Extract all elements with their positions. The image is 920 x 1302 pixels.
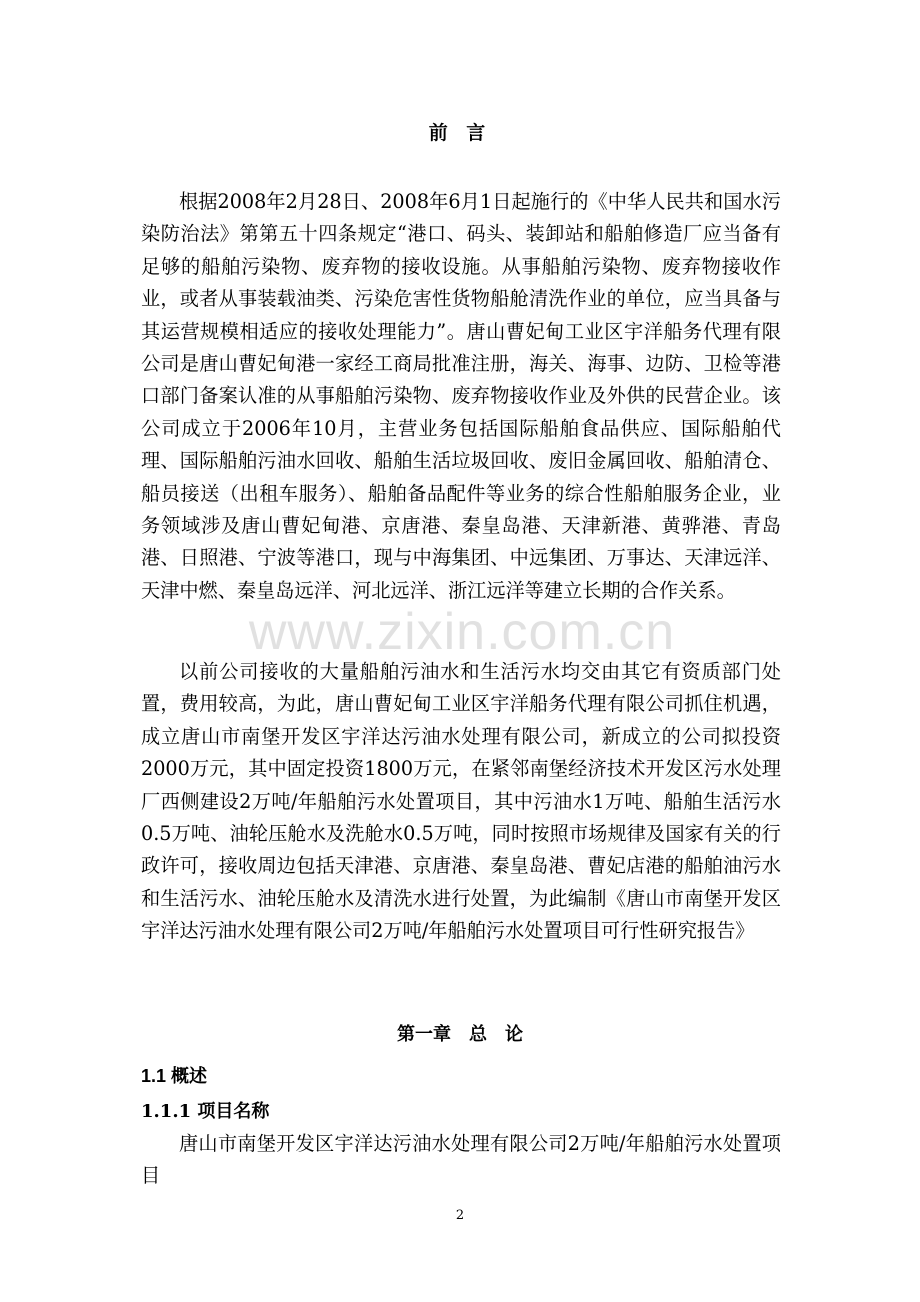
watermark: www.zixin.com.cn bbox=[248, 603, 676, 661]
project-name-paragraph: 唐山市南堡开发区宇洋达污油水处理有限公司2万吨/年船舶污水处置项目 bbox=[141, 1132, 781, 1188]
preface-paragraph-2: 以前公司接收的大量船舶污油水和生活污水均交由其它有资质部门处置，费用较高，为此，唐山曹妃甸工业区宇洋船务代理有限公司抓住机遇，成立唐山市南堡开发区宇洋达污油水处理有限公司，新成立的公司拟投资2000万元，其中固定投资1800万元，在紧邻南堡经济技术开发区污水处理厂西侧建设2万吨/年船舶污水处置项目，其中污油水1万吨、船舶生活污水0.5万吨、油轮压舱水及洗舱水0.5万吨，同时按照市场规律及国家有关的行政许可，接收周边包括天津港、京唐港、秦皇岛港、曹妃店港的船舶油污水和生活污水、油轮压舱水及清洗水进行处置，为此编制《唐山市南堡开发区宇洋达污油水处理有限公司2万吨/年船舶污水处置项目可行性研究报告》 bbox=[141, 660, 781, 943]
subsection-heading: 1.1.1 项目名称 bbox=[141, 1101, 270, 1122]
section-heading: 1.1 概述 bbox=[141, 1066, 208, 1086]
preface-paragraph-1: 根据2008年2月28日、2008年6月1日起施行的《中华人民共和国水污染防治法》第第五十四条规定“港口、码头、装卸站和船舶修造厂应当备有足够的船舶污染物、废弃物的接收设施。从事船舶污染物、废弃物接收作业，或者从事装载油类、污染危害性货物船舱清洗作业的单位，应当具备与其运营规模相适应的接收处理能力”。唐山曹妃甸工业区宇洋船务代理有限公司是唐山曹妃甸港一家经工商局批准注册，海关、海事、边防、卫检等港口部门备案认准的从事船舶污染物、废弃物接收作业及外供的民营企业。该公司成立于2006年10月，主营业务包括国际船舶食品供应、国际船舶代理、国际船舶污油水回收、船舶生活垃圾回收、废旧金属回收、船舶清仓、船员接送（出租车服务）、船舶备品配件等业务的综合性船舶服务企业，业务领域涉及唐山曹妃甸港、京唐港、秦皇岛港、天津新港、黄骅港、青岛港、日照港、宁波等港口，现与中海集团、中远集团、万事达、天津远洋、天津中燃、秦皇岛远洋、河北远洋、浙江远洋等建立长期的合作关系。 bbox=[141, 190, 781, 602]
page-number: 2 bbox=[455, 1208, 465, 1223]
preface-title: 前 言 bbox=[428, 122, 492, 144]
chapter-title: 第一章 总 论 bbox=[397, 1024, 523, 1045]
